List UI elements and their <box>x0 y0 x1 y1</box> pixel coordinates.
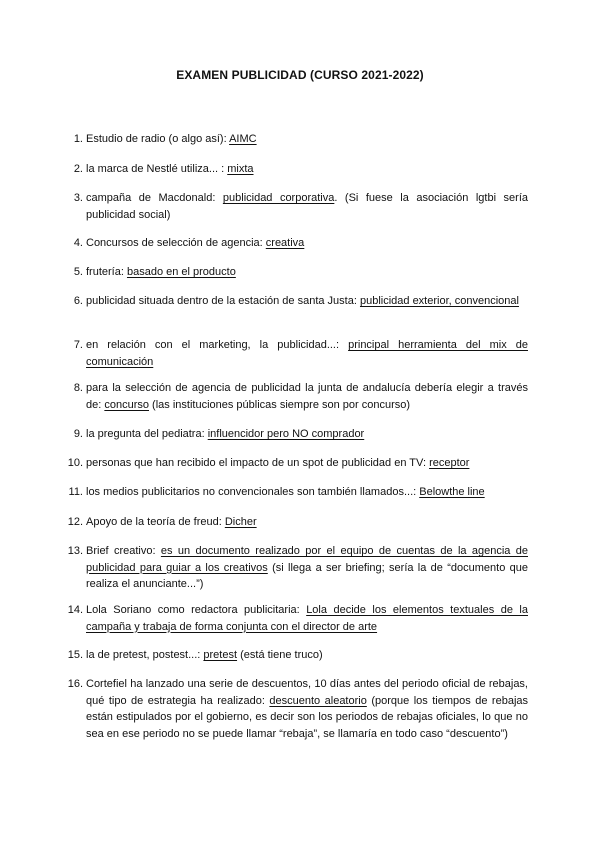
question-item <box>67 514 528 531</box>
answer-text: Lola decide los elementos textuales de la campaña y trabaja de forma conjunta con el director de arte <box>86 604 528 633</box>
question-text: publicidad situada dentro de la estación de santa Justa: <box>86 295 360 307</box>
answer-text: Dicher <box>224 516 257 528</box>
answer-note: (las instituciones públicas siempre son por concurso) <box>149 398 411 411</box>
question-item <box>73 235 528 252</box>
question-number: 14. <box>67 604 83 616</box>
answer-note: (porque los tiempos de rebajas están estipulados por el gobierno, es decir son los periodos de rebajas oficiales, lo que no sea en ese periodo no se puede llamar “rebaja”, se llamaría en todo caso “descuento”) <box>86 694 529 740</box>
question-item <box>67 676 529 742</box>
question-item <box>73 426 528 443</box>
answer-note: (está tiene truco) <box>237 649 323 661</box>
question-number: 5. <box>73 266 83 278</box>
question-number: 3. <box>73 192 83 204</box>
question-text: Estudio de radio (o algo así): <box>86 133 230 145</box>
question-number: 13. <box>67 545 83 557</box>
question-number: 16. <box>67 678 83 690</box>
question-number: 6. <box>73 295 83 307</box>
question-number: 7. <box>73 339 83 351</box>
question-text: la pregunta del pediatra: <box>86 428 208 440</box>
question-text: Cortefiel ha lanzado una serie de descuentos, 10 días antes del periodo oficial de rebajas, qué tipo de estrategia ha realizado: <box>86 678 528 707</box>
question-text: los medios publicitarios no convencionales son también llamados...: <box>86 486 420 498</box>
answer-text: concurso <box>104 398 149 411</box>
answer-text: publicidad corporativa <box>222 192 335 204</box>
question-item <box>73 264 528 281</box>
question-text: frutería: <box>86 266 127 278</box>
question-number: 10. <box>67 457 83 469</box>
question-item <box>67 602 528 635</box>
question-item <box>73 190 528 223</box>
question-number: 9. <box>73 428 83 440</box>
question-item <box>73 337 528 370</box>
answer-text: AIMC <box>229 133 257 145</box>
question-text: la de pretest, postest...: <box>86 649 204 661</box>
question-item <box>73 131 528 148</box>
answer-note: . (Si fuese la asociación lgtbi sería publicidad social) <box>86 192 528 221</box>
question-number: 12. <box>67 516 83 528</box>
question-number: 2. <box>73 163 83 175</box>
answer-text: creativa <box>265 237 305 249</box>
answer-note: (si llega a ser briefing; sería la de “documento que realiza el anunciante...”) <box>86 561 528 590</box>
question-item <box>67 455 528 472</box>
answer-text: receptor <box>429 457 470 469</box>
question-text: campaña de Macdonald: <box>86 192 223 204</box>
question-item <box>73 161 528 178</box>
answer-text: mixta <box>227 163 254 175</box>
question-number: 1. <box>73 133 83 145</box>
answer-text: principal herramienta del mix de comunicación <box>86 339 528 368</box>
question-number: 11. <box>68 486 83 498</box>
answer-text: descuento aleatorio <box>269 694 367 707</box>
question-item <box>73 380 528 413</box>
answer-text: pretest <box>203 649 238 661</box>
answer-text: basado en el producto <box>126 266 236 278</box>
question-text: Brief creativo: <box>86 545 161 557</box>
question-text: para la selección de agencia de publicidad la junta de andalucía debería elegir a través de: <box>86 382 528 411</box>
question-number: 8. <box>73 382 83 394</box>
question-text: Apoyo de la teoría de freud: <box>86 516 225 528</box>
question-item <box>67 543 528 593</box>
question-text: en relación con el marketing, la publicidad...: <box>86 339 349 351</box>
answer-text: publicidad exterior, convencional <box>359 295 519 307</box>
answer-text: Belowthe line <box>419 486 485 498</box>
question-text: Lola Soriano como redactora publicitaria: <box>86 604 307 616</box>
question-text: Concursos de selección de agencia: <box>86 237 266 249</box>
question-text: personas que han recibido el impacto de un spot de publicidad en TV: <box>86 457 430 469</box>
answer-text: es un documento realizado por el equipo de cuentas de la agencia de publicidad para guiar a los creativos <box>86 545 528 574</box>
answer-text: influencidor pero NO comprador <box>207 428 365 440</box>
question-number: 4. <box>73 237 83 249</box>
question-item <box>67 647 528 664</box>
page-title: EXAMEN PUBLICIDAD (CURSO 2021-2022) <box>176 68 424 82</box>
question-item <box>73 293 528 310</box>
question-text: la marca de Nestlé utiliza... : <box>86 163 228 175</box>
question-item <box>68 484 528 501</box>
question-number: 15. <box>67 649 83 661</box>
